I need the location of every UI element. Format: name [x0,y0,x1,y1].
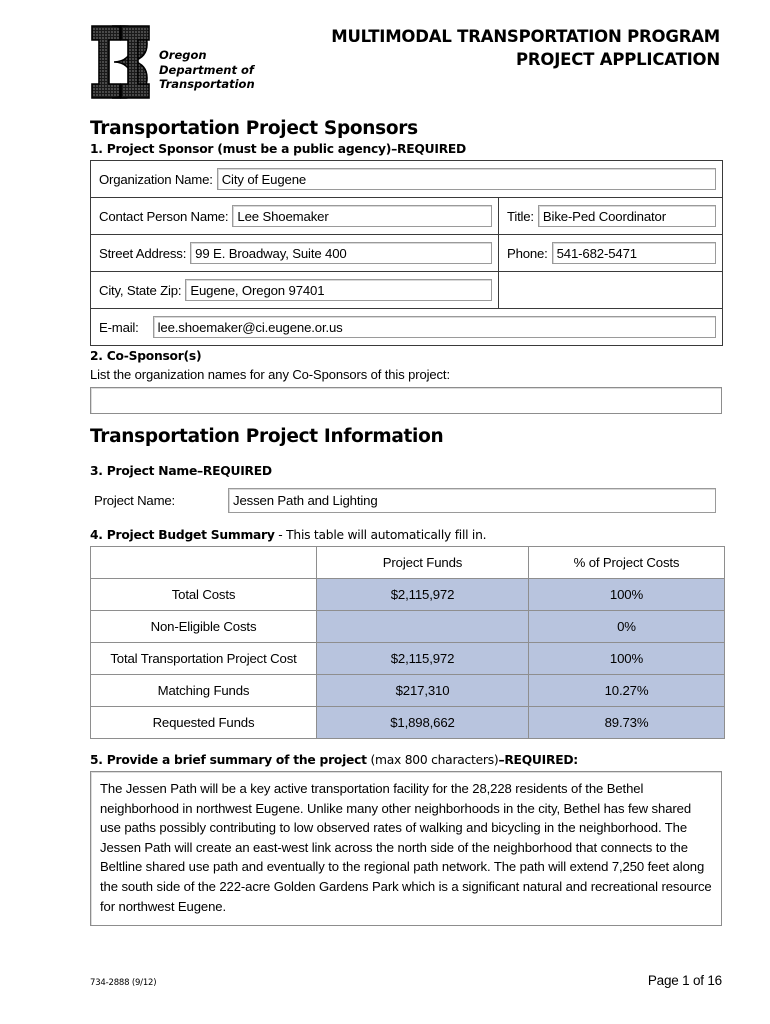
table-header-row [91,547,725,579]
budget-col-2-header: % of Project Costs [529,547,725,579]
phone-input[interactable]: 541-682-5471 [552,242,716,264]
organization-input[interactable]: City of Eugene [217,168,716,190]
project-summary-input[interactable]: The Jessen Path will be a key active transportation facility for the 28,228 residents of the Bethel neighborhood in northwest Eugene. Unlike many other neighborhoods in the city, Bethel has few shared use paths possibly contributing to low observed rates of walking and bicycling in the neighborhood. The Jessen Path will create an east-west link across the north side of the neighborhood that connects to the Beltline shared use path and eventually to the regional path network. The path will extend 7,250 feet along the south side of the 222-acre Golden Gardens Park which is a significant natural and recreational resource for northwest Eugene. [90,771,722,926]
table-row [91,643,725,675]
street-label: Street Address: [99,245,187,261]
budget-row-0-funds: $2,115,972 [317,579,529,611]
title-cell [499,198,723,235]
question-2-instruction: List the organization names for any Co-Sponsors of this project: [90,367,450,382]
project-name-input[interactable]: Jessen Path and Lighting [228,488,716,513]
budget-row-1-funds [317,611,529,643]
table-row [91,161,723,198]
sponsor-form-table [90,160,723,346]
email-input[interactable]: lee.shoemaker@ci.eugene.or.us [153,316,716,338]
odot-logo-icon [90,22,152,104]
question-1-label: 1. Project Sponsor (must be a public agency)–REQUIRED [90,142,467,156]
project-info-section-heading: Transportation Project Information [90,426,444,447]
agency-name-line3: Transportation [159,77,255,91]
table-row [91,611,725,643]
budget-row-1-percent: 0% [529,611,725,643]
organization-cell [91,161,723,198]
budget-row-3-percent: 10.27% [529,675,725,707]
budget-row-3-label: Matching Funds [91,675,317,707]
agency-logo [90,18,255,104]
table-row [91,235,723,272]
question-3-label: 3. Project Name–REQUIRED [90,464,272,478]
page-title-line2: PROJECT APPLICATION [516,50,720,69]
table-row [91,675,725,707]
question-5-label-light: (max 800 characters) [366,753,499,767]
email-label: E-mail: [99,319,139,335]
project-name-table [90,482,722,518]
budget-row-4-label: Requested Funds [91,707,317,739]
table-row [91,272,723,309]
budget-row-0-label: Total Costs [91,579,317,611]
organization-label: Organization Name: [99,171,213,187]
title-input[interactable]: Bike-Ped Coordinator [538,205,716,227]
empty-cell [499,272,723,309]
agency-name-line1: Oregon [159,48,207,62]
city-input[interactable]: Eugene, Oregon 97401 [185,279,492,301]
phone-cell [499,235,723,272]
agency-name [159,22,255,92]
page-title-line1: MULTIMODAL TRANSPORTATION PROGRAM [331,27,720,46]
question-5-label-bold1: 5. Provide a brief summary of the project [90,753,367,767]
project-name-label: Project Name: [94,492,175,508]
question-4-label [90,528,722,542]
question-4-label-rest: - This table will automatically fill in. [274,528,487,542]
budget-col-1-header: Project Funds [317,547,529,579]
email-cell [91,309,723,346]
table-row [91,579,725,611]
table-row [91,309,723,346]
budget-summary-table [90,546,725,739]
budget-col-0-header [91,547,317,579]
city-label: City, State Zip: [99,282,182,298]
page-footer [90,973,722,988]
budget-row-0-percent: 100% [529,579,725,611]
page-number: Page 1 of 16 [647,973,722,988]
question-5-label [90,753,722,767]
budget-row-1-label: Non-Eligible Costs [91,611,317,643]
budget-row-2-percent: 100% [529,643,725,675]
budget-row-4-percent: 89.73% [529,707,725,739]
cosponsor-input[interactable] [90,387,722,414]
budget-row-3-funds: $217,310 [317,675,529,707]
question-5-label-bold2: –REQUIRED: [498,753,578,767]
contact-label: Contact Person Name: [99,208,229,224]
budget-row-4-funds: $1,898,662 [317,707,529,739]
contact-cell [91,198,499,235]
page-header [90,18,722,118]
contact-input[interactable]: Lee Shoemaker [232,205,492,227]
title-label: Title: [507,208,534,224]
table-row [90,482,722,518]
table-row [91,707,725,739]
city-cell [91,272,499,309]
page-title [255,18,722,71]
street-input[interactable]: 99 E. Broadway, Suite 400 [190,242,492,264]
question-2-label: 2. Co-Sponsor(s) [90,349,202,363]
street-cell [91,235,499,272]
question-4-label-bold: 4. Project Budget Summary [90,528,275,542]
project-name-cell [90,482,722,518]
phone-label: Phone: [507,245,548,261]
table-row [91,198,723,235]
sponsors-section-heading: Transportation Project Sponsors [90,118,418,139]
budget-row-2-funds: $2,115,972 [317,643,529,675]
agency-name-line2: Department of [159,62,254,77]
budget-row-2-label: Total Transportation Project Cost [91,643,317,675]
form-code: 734-2888 (9/12) [90,978,157,988]
